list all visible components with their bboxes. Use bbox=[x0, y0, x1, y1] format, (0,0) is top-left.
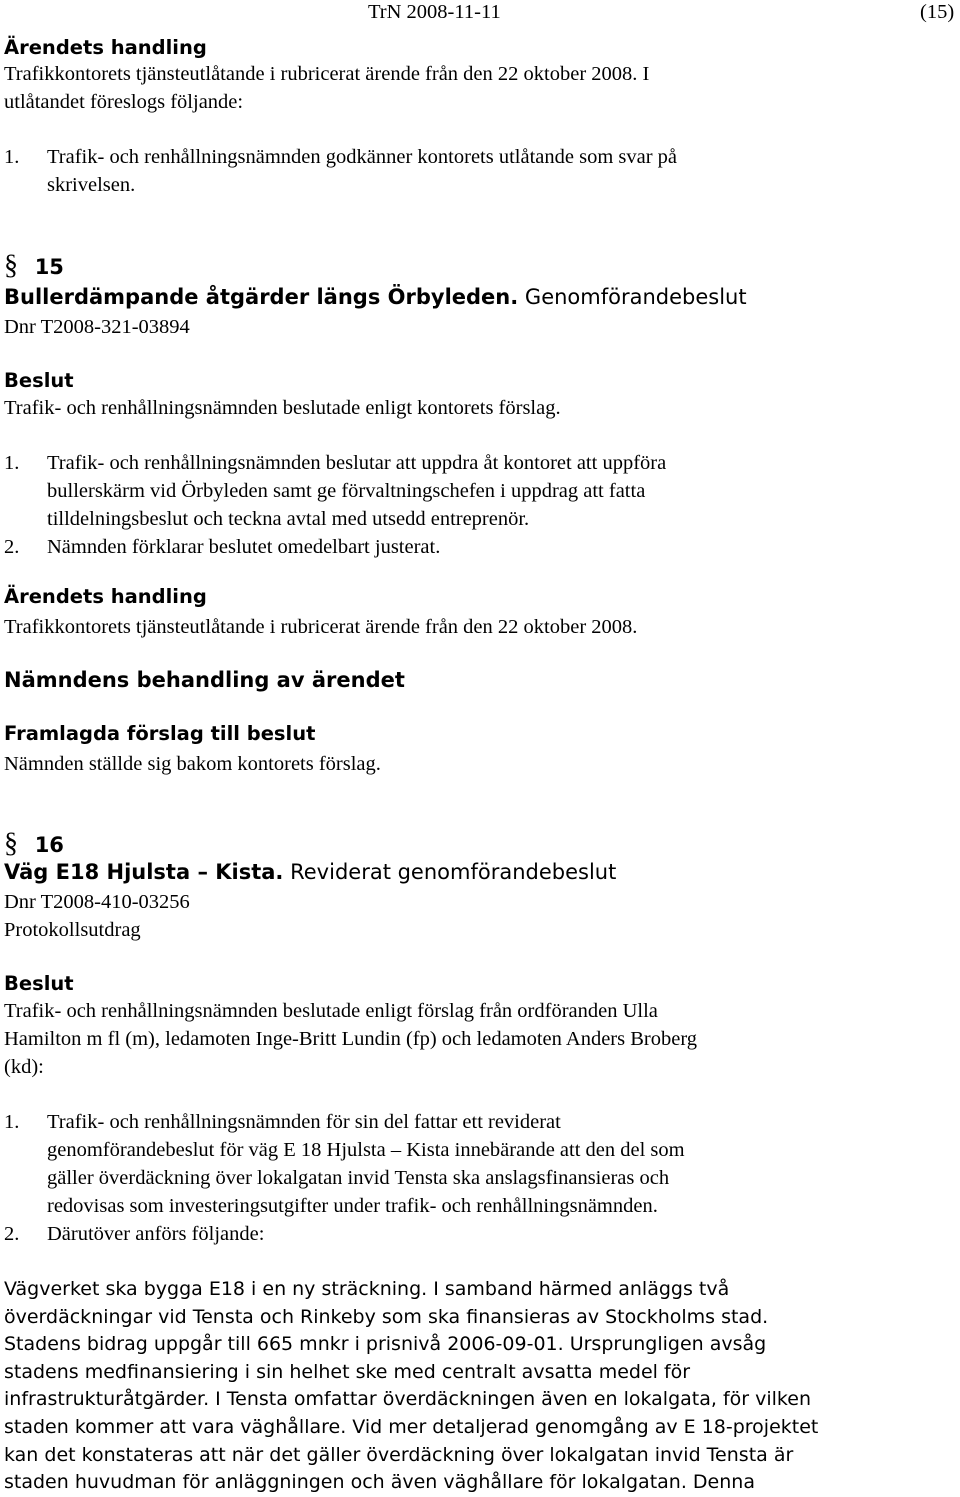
top-handling-heading: Ärendets handling bbox=[4, 36, 207, 59]
list-item-line: Därutöver anförs följande: bbox=[47, 1223, 265, 1245]
section-15-dnr: Dnr T2008-321-03894 bbox=[4, 316, 190, 338]
top-text-line: Trafikkontorets tjänsteutlåtande i rubricerat ärende från den 22 oktober 2008. I bbox=[4, 63, 650, 85]
section-16-beslut-line: (kd): bbox=[4, 1056, 44, 1078]
header-page-number: (15) bbox=[920, 1, 955, 23]
section-sign-icon: § bbox=[4, 250, 18, 281]
top-text-line: utlåtandet föreslogs följande: bbox=[4, 91, 244, 113]
quote-line: staden kommer att vara väghållare. Vid mer detaljerad genomgång av E 18-projektet bbox=[4, 1415, 819, 1438]
section-15-heading-number: § 15 bbox=[4, 250, 64, 281]
list-item-line: genomförandebeslut för väg E 18 Hjulsta – Kista innebärande att den del som bbox=[47, 1139, 685, 1161]
section-15-framlagda-heading: Framlagda förslag till beslut bbox=[4, 722, 316, 745]
list-item-line: skrivelsen. bbox=[47, 174, 136, 196]
section-15-handling-heading: Ärendets handling bbox=[4, 585, 207, 608]
section-15-framlagda-text: Nämnden ställde sig bakom kontorets förslag. bbox=[4, 753, 381, 775]
section-16-beslut-line: Hamilton m fl (m), ledamoten Inge-Britt Lundin (fp) och ledamoten Anders Broberg bbox=[4, 1028, 698, 1050]
list-item-line: Trafik- och renhållningsnämnden för sin del fattar ett reviderat bbox=[47, 1111, 561, 1133]
section-16-heading-number: § 16 bbox=[4, 828, 64, 859]
list-item-number: 2. bbox=[4, 1223, 20, 1245]
section-15-behandling-heading: Nämndens behandling av ärendet bbox=[4, 668, 405, 692]
quote-line: stadens medfinansiering i sin helhet ske med centralt avsatta medel för bbox=[4, 1360, 691, 1383]
section-16-title: Väg E18 Hjulsta – Kista. Reviderat genomförandebeslut bbox=[4, 860, 617, 884]
quote-line: infrastrukturåtgärder. I Tensta omfattar överdäckningen även en lokalgata, för vilken bbox=[4, 1388, 811, 1411]
list-item-number: 1. bbox=[4, 1111, 20, 1133]
quote-line: staden huvudman för anläggningen och även väghållare för lokalgatan. Denna bbox=[4, 1471, 755, 1494]
quote-line: Vägverket ska bygga E18 i en ny sträckning. I samband härmed anläggs två bbox=[4, 1278, 730, 1300]
quote-line: kan det konstateras att när det gäller överdäckning över lokalgatan invid Tensta är bbox=[4, 1443, 794, 1466]
quote-line: överdäckningar vid Tensta och Rinkeby som ska finansieras av Stockholms stad. bbox=[4, 1305, 769, 1328]
section-15-title: Bullerdämpande åtgärder längs Örbyleden. Genomförandebeslut bbox=[4, 285, 747, 309]
list-item-line: gäller överdäckning över lokalgatan invid Tensta ska anslagsfinansieras och bbox=[47, 1167, 670, 1189]
section-16-protokoll: Protokollsutdrag bbox=[4, 919, 141, 941]
quote-line: Stadens bidrag uppgår till 665 mnkr i prisnivå 2006-09-01. Ursprungligen avsåg bbox=[4, 1333, 767, 1356]
section-15-handling-text: Trafikkontorets tjänsteutlåtande i rubricerat ärende från den 22 oktober 2008. bbox=[4, 616, 638, 638]
section-15-beslut-text: Trafik- och renhållningsnämnden beslutade enligt kontorets förslag. bbox=[4, 397, 561, 419]
list-item-line: Trafik- och renhållningsnämnden godkänner kontorets utlåtande som svar på bbox=[47, 146, 678, 168]
list-item-number: 1. bbox=[4, 146, 20, 168]
section-15-beslut-heading: Beslut bbox=[4, 369, 74, 392]
list-item-number: 1. bbox=[4, 452, 20, 474]
header-date: TrN 2008-11-11 bbox=[368, 1, 501, 23]
section-16-dnr: Dnr T2008-410-03256 bbox=[4, 891, 190, 913]
section-16-beslut-heading: Beslut bbox=[4, 972, 74, 995]
list-item-line: Nämnden förklarar beslutet omedelbart justerat. bbox=[47, 536, 441, 558]
list-item-line: bullerskärm vid Örbyleden samt ge förvaltningschefen i uppdrag att fatta bbox=[47, 480, 646, 502]
section-16-quote bbox=[4, 1276, 956, 1497]
list-item-line: Trafik- och renhållningsnämnden beslutar att uppdra åt kontoret att uppföra bbox=[47, 452, 667, 474]
section-sign-icon: § bbox=[4, 828, 18, 859]
list-item-number: 2. bbox=[4, 536, 20, 558]
list-item-line: tilldelningsbeslut och teckna avtal med utsedd entreprenör. bbox=[47, 508, 530, 530]
section-16-beslut-line: Trafik- och renhållningsnämnden beslutade enligt förslag från ordföranden Ulla bbox=[4, 1000, 658, 1022]
list-item-line: redovisas som investeringsutgifter under trafik- och renhållningsnämnden. bbox=[47, 1195, 658, 1217]
